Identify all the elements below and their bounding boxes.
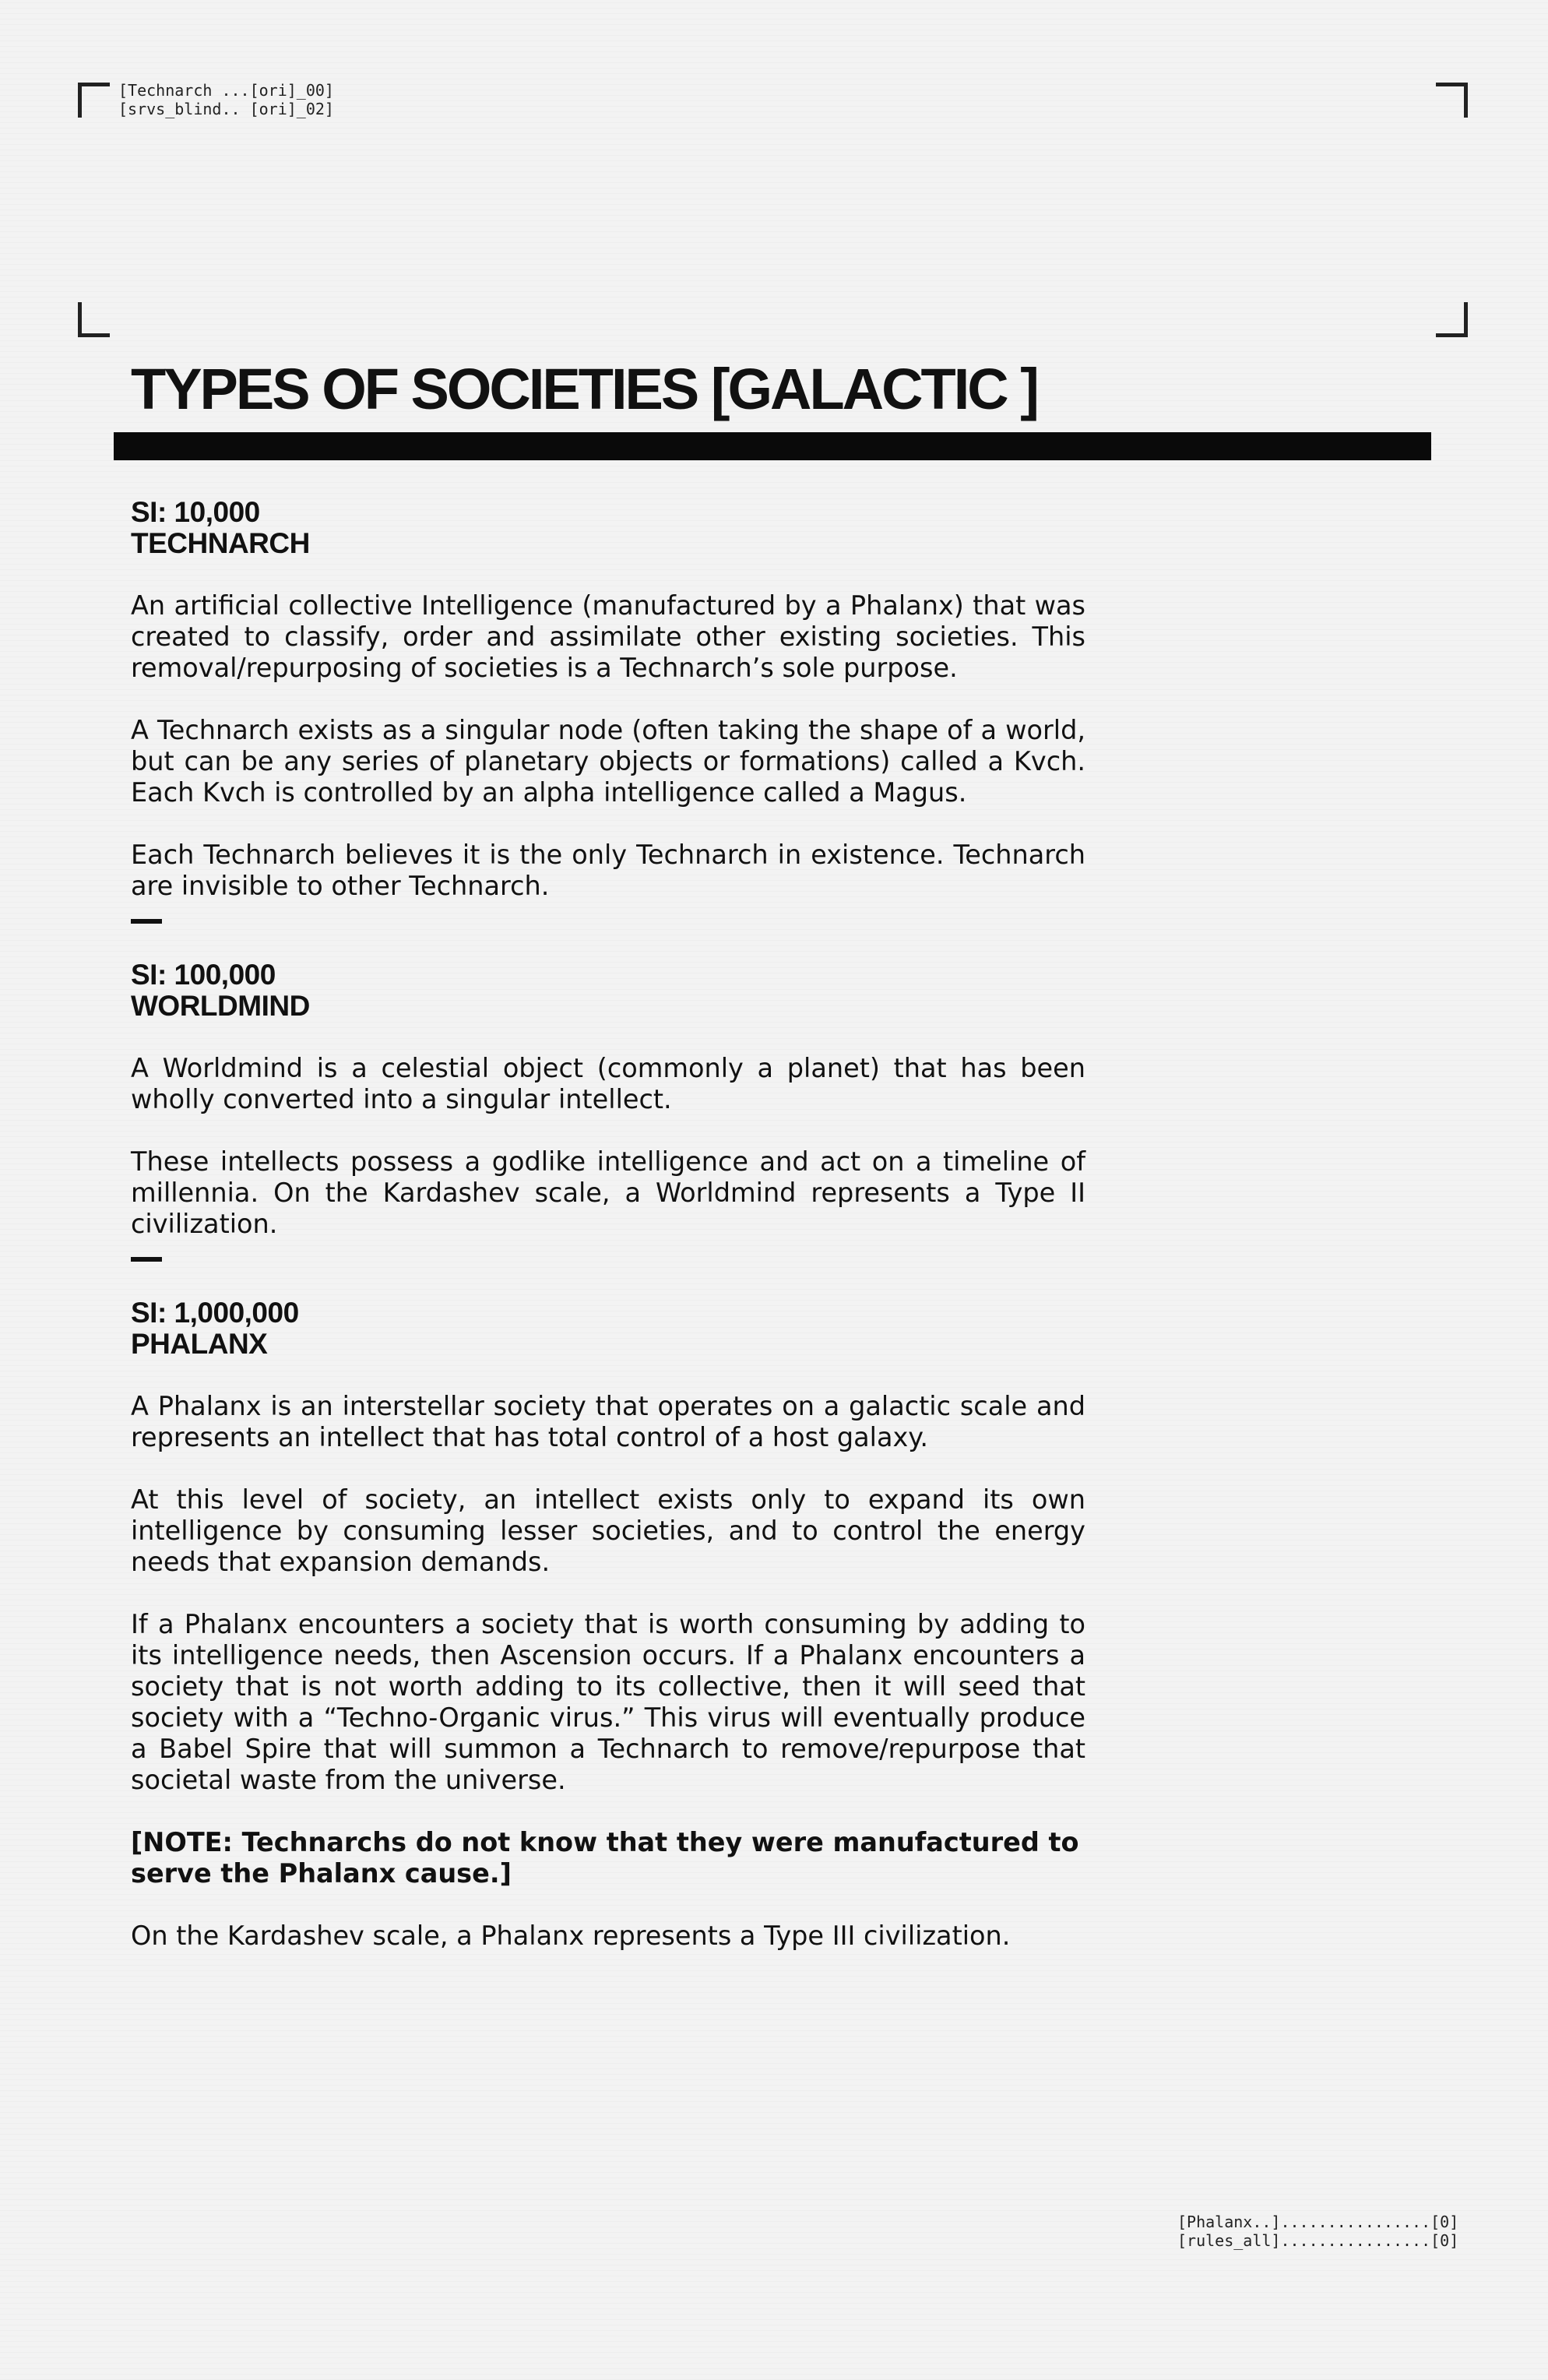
paragraph: Each Technarch believes it is the only Technarch in existence. Technarch are invisible to other Technarch. <box>131 840 1085 901</box>
document-body <box>131 497 1085 1952</box>
title-rule <box>114 432 1431 460</box>
closing-paragraph: On the Kardashev scale, a Phalanx represents a Type III civilization. <box>131 1921 1011 1951</box>
paragraph: A Worldmind is a celestial object (commonly a planet) that has been wholly converted into a singular intellect. <box>131 1053 1085 1114</box>
header-code-line: [Technarch ...[ori]_00] <box>118 81 334 100</box>
frame-corner-top-right <box>1436 83 1468 118</box>
frame-corner-bottom-right <box>1436 302 1468 337</box>
paragraph: If a Phalanx encounters a society that is worth consuming by adding to its intelligence needs, then Ascension occurs. If a Phalanx encounters a society that is not worth adding to its collective, then it will seed that society with a “Techno-Organic virus.” This virus will eventually produce a Babel Spire that will summon a Technarch to remove/repurpose that societal waste from the universe. <box>131 1609 1085 1795</box>
section-phalanx <box>131 1297 1085 1952</box>
section-si-value: SI: 10,000 <box>131 496 260 528</box>
paragraph: These intellects possess a godlike intelligence and act on a timeline of millennia. On the Kardashev scale, a Worldmind represents a Type II civilization. <box>131 1146 1085 1239</box>
header-code-line: [srvs_blind.. [ori]_02] <box>118 100 334 118</box>
section-si-value: SI: 1,000,000 <box>131 1297 299 1329</box>
header-code-block <box>118 81 334 118</box>
frame-corner-top-left <box>78 83 110 118</box>
paragraph: A Phalanx is an interstellar society that operates on a galactic scale and represents an intellect that has total control of a host galaxy. <box>131 1391 1085 1452</box>
section-divider <box>131 1257 162 1262</box>
paragraph: An artificial collective Intelligence (manufactured by a Phalanx) that was created to classify, order and assimilate other existing societies. This removal/repurposing of societies is a Technarch’s sole purpose. <box>131 590 1085 683</box>
section-si-value: SI: 100,000 <box>131 959 276 991</box>
section-technarch <box>131 497 1085 902</box>
section-heading: WORLDMIND <box>131 990 310 1022</box>
page-title: TYPES OF SOCIETIES [GALACTIC ] <box>131 357 1037 421</box>
frame-corner-bottom-left <box>78 302 110 337</box>
section-heading: PHALANX <box>131 1328 268 1360</box>
footer-code-block <box>1177 2213 1458 2250</box>
section-worldmind <box>131 959 1085 1240</box>
footer-code-line: [Phalanx..]................[0] <box>1177 2213 1459 2231</box>
footer-code-line: [rules_all]................[0] <box>1177 2231 1459 2250</box>
paragraph: At this level of society, an intellect exists only to expand its own intelligence by consuming lesser societies, and to control the energy needs that expansion demands. <box>131 1484 1085 1577</box>
note-paragraph: [NOTE: Technarchs do not know that they were manufactured to serve the Phalanx cause.] <box>131 1827 1079 1889</box>
paragraph: A Technarch exists as a singular node (often taking the shape of a world, but can be any series of planetary objects or formations) called a Kvch. Each Kvch is controlled by an alpha intelligence called a Magus. <box>131 715 1085 808</box>
section-divider <box>131 919 162 924</box>
section-heading: TECHNARCH <box>131 527 310 559</box>
